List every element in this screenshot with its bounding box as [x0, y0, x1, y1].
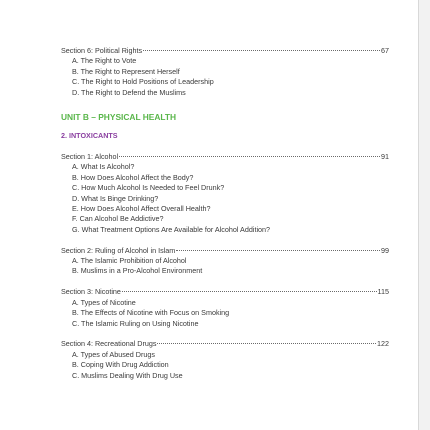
toc-section-recreational-drugs: [61, 339, 389, 381]
subsection-item: C. The Right to Hold Positions of Leadership: [72, 77, 214, 87]
subsection-list: [72, 256, 389, 277]
subsection-item: C. The Islamic Ruling on Using Nicotine: [72, 318, 199, 328]
subsection-item: G. What Treatment Options Are Available for Alcohol Addition?: [72, 224, 271, 234]
subsection-item: A. Types of Abused Drugs: [72, 349, 155, 359]
section-title: Section 3: Nicotine: [61, 287, 121, 297]
table-of-contents: [61, 46, 389, 391]
subsection-list: [72, 350, 389, 381]
section-page-number: 91: [381, 152, 389, 162]
chapter-heading: 2. INTOXICANTS: [61, 131, 118, 141]
dot-leader: [157, 343, 376, 344]
subsection-item: A. The Islamic Prohibition of Alcohol: [72, 256, 187, 266]
toc-section-alcohol: [61, 152, 389, 235]
subsection-item: B. Coping With Drug Addiction: [72, 360, 169, 370]
toc-section-row: [61, 46, 389, 56]
section-page-number: 99: [381, 245, 389, 255]
toc-section-row: [61, 152, 389, 162]
subsection-item: A. Types of Nicotine: [72, 297, 136, 307]
toc-section-nicotine: [61, 287, 389, 329]
toc-section-row: [61, 287, 389, 297]
section-page-number: 67: [381, 46, 389, 55]
section-title: Section 4: Recreational Drugs: [61, 339, 157, 349]
section-title: Section 2: Ruling of Alcohol in Islam: [61, 245, 176, 255]
subsection-item: F. Can Alcohol Be Addictive?: [72, 214, 164, 224]
dot-leader: [122, 291, 377, 292]
subsection-item: B. The Right to Represent Herself: [72, 66, 180, 76]
unit-heading: UNIT B – PHYSICAL HEALTH: [61, 112, 177, 123]
section-title: Section 1: Alcohol: [61, 152, 119, 162]
subsection-item: A. What Is Alcohol?: [72, 162, 135, 172]
section-page-number: 115: [377, 287, 389, 297]
subsection-list: [72, 56, 389, 98]
subsection-item: B. How Does Alcohol Affect the Body?: [72, 172, 194, 182]
subsection-list: [72, 162, 389, 235]
dot-leader: [143, 50, 380, 51]
section-title: Section 6: Political Rights: [61, 46, 143, 55]
subsection-item: B. Muslims in a Pro-Alcohol Environment: [72, 266, 203, 276]
toc-section-row: [61, 339, 389, 349]
subsection-list: [72, 298, 389, 329]
dot-leader: [176, 250, 380, 251]
subsection-item: C. Muslims Dealing With Drug Use: [72, 370, 183, 380]
subsection-item: D. The Right to Defend the Muslims: [72, 87, 186, 97]
subsection-item: B. The Effects of Nicotine with Focus on Smoking: [72, 308, 230, 318]
toc-section-political-rights: [61, 46, 389, 98]
section-page-number: 122: [377, 339, 389, 349]
toc-section-ruling-alcohol: [61, 246, 389, 277]
subsection-item: C. How Much Alcohol Is Needed to Feel Drunk?: [72, 183, 225, 193]
dot-leader: [119, 156, 380, 157]
subsection-item: E. How Does Alcohol Affect Overall Health?: [72, 204, 211, 214]
subsection-item: A. The Right to Vote: [72, 56, 137, 66]
subsection-item: D. What Is Binge Drinking?: [72, 193, 159, 203]
toc-section-row: [61, 246, 389, 256]
